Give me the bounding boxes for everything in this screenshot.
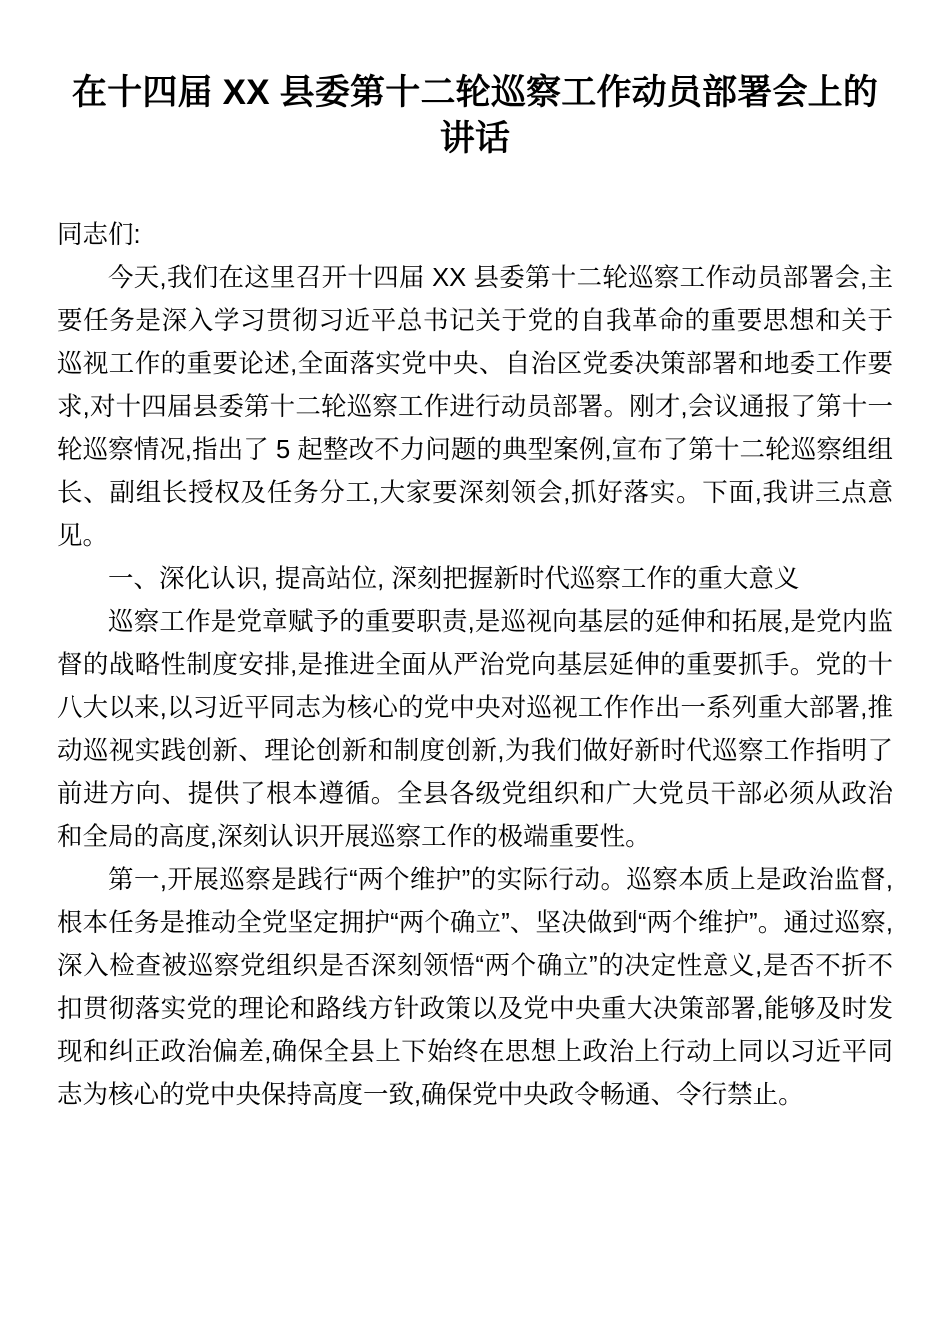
document-body <box>57 214 893 1117</box>
paragraph-significance: 巡察工作是党章赋予的重要职责,是巡视向基层的延伸和拓展,是党内监督的战略性制度安排,是推进全面从严治党向基层延伸的重要抓手。党的十八大以来,以习近平同志为核心的党中央对巡视工作作出一系列重大部署,推动巡视实践创新、理论创新和制度创新,为我们做好新时代巡察工作指明了前进方向、提供了根本遵循。全县各级党组织和广大党员干部必须从政治和全局的高度,深刻认识开展巡察工作的极端重要性。 <box>57 608 893 851</box>
page-title: 在十四届 XX 县委第十二轮巡察工作动员部署会上的讲话 <box>71 73 879 158</box>
section-heading-one: 一、深化认识, 提高站位, 深刻把握新时代巡察工作的重大意义 <box>108 565 800 593</box>
paragraph-opening: 今天,我们在这里召开十四届 XX 县委第十二轮巡察工作动员部署会,主要任务是深入学习贯彻习近平总书记关于党的自我革命的重要思想和关于巡视工作的重要论述,全面落实党中央、自治区党委决策部署和地委工作要求,对十四届县委第十二轮巡察工作进行动员部署。刚才,会议通报了第十一轮巡察情况,指出了 5 起整改不力问题的典型案例,宣布了第十二轮巡察组组长、副组长授权及任务分工,大家要深刻领会,抓好落实。下面,我讲三点意见。 <box>57 264 893 550</box>
paragraph-point-one: 第一,开展巡察是践行“两个维护”的实际行动。巡察本质上是政治监督,根本任务是推动全党坚定拥护“两个确立”、坚决做到“两个维护”。通过巡察,深入检查被巡察党组织是否深刻领悟“两个确立”的决定性意义,是否不折不扣贯彻落实党的理论和路线方针政策以及党中央重大决策部署,能够及时发现和纠正政治偏差,确保全县上下始终在思想上政治上行动上同以习近平同志为核心的党中央保持高度一致,确保党中央政令畅通、令行禁止。 <box>57 866 893 1109</box>
salutation-line: 同志们: <box>57 221 141 249</box>
